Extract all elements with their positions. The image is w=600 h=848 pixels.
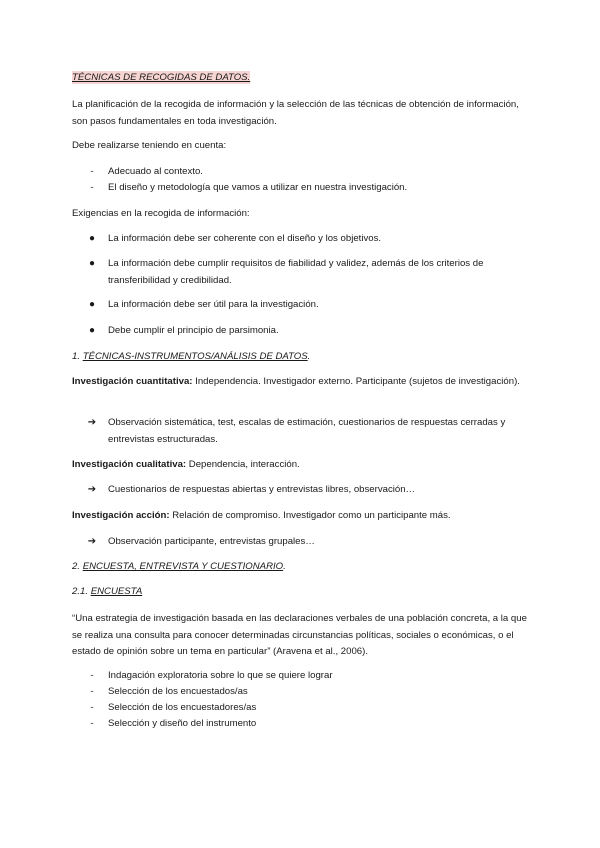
survey-step: Selección de los encuestadores/as	[108, 702, 257, 713]
dash-marker: -	[90, 702, 94, 713]
qualitative-techniques: Cuestionarios de respuestas abiertas y entrevistas libres, observación…	[108, 484, 416, 495]
arrow-marker: ➔	[87, 536, 97, 547]
dash-marker: -	[90, 182, 94, 193]
section1-number: 1.	[72, 351, 81, 362]
qualitative-paragraph	[72, 457, 532, 474]
action-techniques: Observación participante, entrevistas grupales…	[108, 536, 315, 547]
requirement-item: El diseño y metodología que vamos a utilizar en nuestra investigación.	[108, 182, 408, 193]
bullet-marker: ●	[88, 233, 96, 244]
section2-heading	[72, 559, 532, 576]
bullet-marker: ●	[88, 325, 96, 336]
section2-title-end: .	[283, 561, 286, 572]
quantitative-paragraph	[72, 374, 532, 391]
survey-step: Selección de los encuestados/as	[108, 686, 248, 697]
quantitative-text: Independencia. Investigador externo. Participante (sujetos de investigación).	[192, 376, 520, 387]
subsection-heading	[72, 584, 532, 601]
action-label: Investigación acción:	[72, 510, 170, 521]
survey-step: Indagación exploratoria sobre lo que se quiere lograr	[108, 670, 333, 681]
dash-marker: -	[90, 718, 94, 729]
demand-item: Debe cumplir el principio de parsimonia.	[108, 325, 279, 336]
bullet-marker: ●	[88, 258, 96, 269]
section2-title: ENCUESTA, ENTREVISTA Y CUESTIONARIO	[82, 561, 284, 572]
demand-item: La información debe ser coherente con el diseño y los objetivos.	[108, 233, 382, 244]
requirement-item: Adecuado al contexto.	[108, 166, 203, 177]
subsection-title: ENCUESTA	[90, 586, 143, 597]
subsection-number: 2.1.	[72, 586, 89, 597]
dash-marker: -	[90, 670, 94, 681]
section1-heading	[72, 349, 532, 366]
qualitative-label: Investigación cualitativa:	[72, 459, 187, 470]
demand-item: La información debe ser útil para la investigación.	[108, 299, 319, 310]
document-title	[72, 70, 532, 87]
qualitative-text: Dependencia, interacción.	[186, 459, 300, 470]
title-text: TÉCNICAS DE RECOGIDAS DE DATOS.	[72, 72, 251, 83]
section1-title: TÉCNICAS-INSTRUMENTOS/ANÁLISIS DE DATOS	[82, 351, 308, 362]
bullet-marker: ●	[88, 299, 96, 310]
dash-marker: -	[90, 686, 94, 697]
demand-item: La información debe cumplir requisitos de fiabilidad y validez, además de los criterios de transferibilidad y credibilidad.	[108, 258, 484, 286]
action-text: Relación de compromiso. Investigador como un participante más.	[169, 510, 451, 521]
survey-definition-quote: “Una estrategia de investigación basada en las declaraciones verbales de una población concreta, a la que se realiza una consulta para conocer determinadas circunstancias políticas, sociales o económicas, o el estado de opinión sobre un tema en particular” (Aravena et al., 2006).	[72, 613, 527, 657]
intro-paragraph: La planificación de la recogida de información y la selección de las técnicas de obtención de información, son pasos fundamentales en toda investigación.	[72, 99, 519, 127]
survey-step: Selección y diseño del instrumento	[108, 718, 257, 729]
dash-marker: -	[90, 166, 94, 177]
action-paragraph	[72, 508, 532, 525]
arrow-marker: ➔	[87, 484, 97, 495]
quantitative-label: Investigación cuantitativa:	[72, 376, 193, 387]
demands-intro: Exigencias en la recogida de información:	[72, 208, 250, 219]
requirements-intro: Debe realizarse teniendo en cuenta:	[72, 140, 227, 151]
section1-title-end: .	[307, 351, 311, 362]
arrow-marker: ➔	[87, 417, 97, 428]
quantitative-techniques: Observación sistemática, test, escalas de estimación, cuestionarios de respuestas cerradas y entrevistas estructuradas.	[108, 417, 506, 445]
section2-number: 2.	[72, 561, 81, 572]
